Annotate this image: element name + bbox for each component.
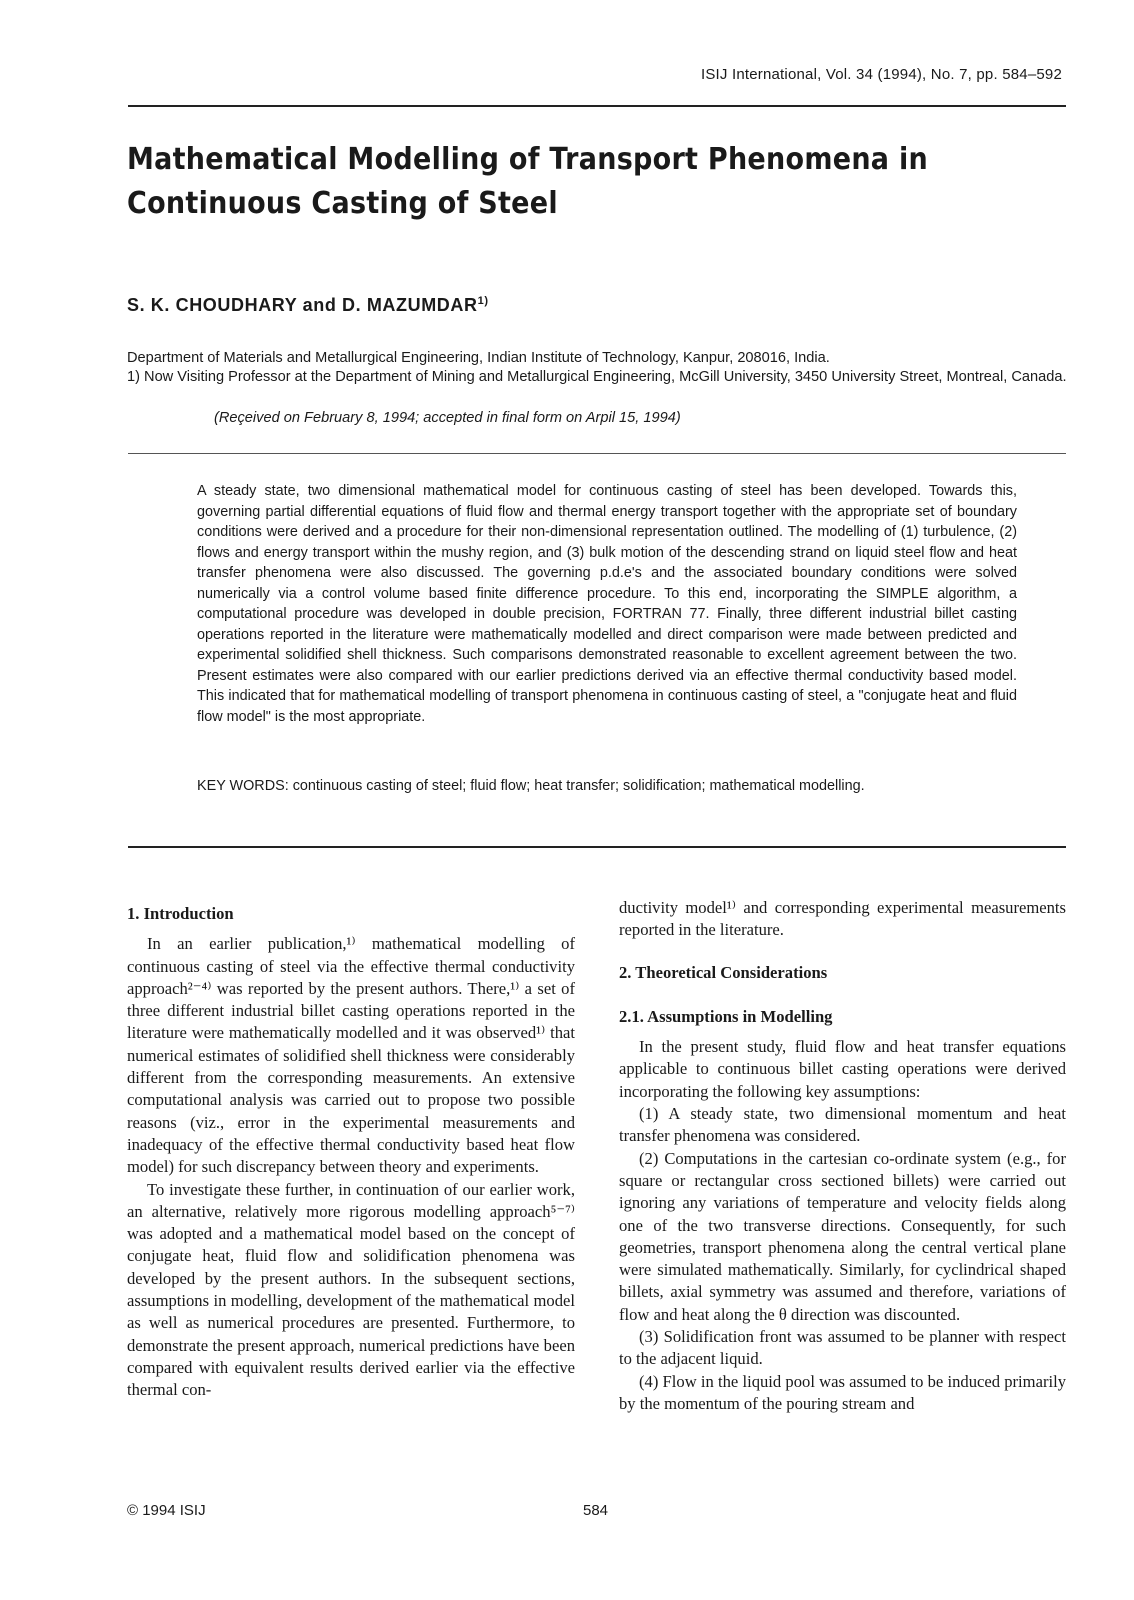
assumption-1: (1) A steady state, two dimensional momentum and heat transfer phenomena was considered. [619,1104,1066,1146]
received-dates: (Reçeived on February 8, 1994; accepted in final form on Arpil 15, 1994) [214,410,681,426]
continued-paragraph: ductivity model¹⁾ and corresponding experimental measurements reported in the literature. [619,898,1066,940]
keywords: KEY WORDS: continuous casting of steel; fluid flow; heat transfer; solidification; mathematical modelling. [197,778,865,794]
assumption-3: (3) Solidification front was assumed to be planner with respect to the adjacent liquid. [619,1327,1066,1369]
subsection-heading-assumptions: 2.1. Assumptions in Modelling [619,1006,833,1026]
left-column [127,903,575,1402]
author-names: S. K. CHOUDHARY and D. MAZUMDAR [127,295,478,315]
page-number: 584 [583,1502,609,1519]
journal-citation: ISIJ International, Vol. 34 (1994), No. 7, pp. 584–592 [700,66,1062,83]
abstract-top-rule [128,453,1066,454]
section-heading-introduction: 1. Introduction [127,904,234,923]
assumption-4: (4) Flow in the liquid pool was assumed to be induced primarily by the momentum of the pouring stream and [619,1371,1066,1413]
assumptions-intro: In the present study, fluid flow and heat transfer equations applicable to continuous billet casting operations were derived incorporating the following key assumptions: [619,1037,1066,1101]
affiliation-footnote: 1) Now Visiting Professor at the Department of Mining and Metallurgical Engineering, McGill University, 3450 University Street, Montreal, Canada. [127,369,1067,385]
section-heading-theoretical: 2. Theoretical Considerations [619,962,828,982]
affiliation-primary: Department of Materials and Metallurgical Engineering, Indian Institute of Technology, Kanpur, 208016, India. [127,350,830,366]
abstract-bottom-rule [128,846,1066,848]
paper-title: Mathematical Modelling of Transport Phenomena in Continuous Casting of Steel [127,142,928,221]
intro-paragraph-2: To investigate these further, in continuation of our earlier work, an alternative, relatively more rigorous modelling approach⁵⁻⁷⁾ was adopted and a mathematical model based on the concept of conjugate heat, fluid flow and solidification phenomena was developed by the present authors. In the subsequent sections, assumptions in modelling, development of the mathematical model as well as numerical procedures are presented. Furthermore, to demonstrate the present approach, numerical predictions have been compared with equivalent results derived earlier via the effective thermal con- [127,1179,575,1400]
footer-copyright: © 1994 ISIJ [127,1502,206,1519]
author-footnote-mark: 1) [477,295,489,307]
right-column [619,897,1066,1415]
abstract: A steady state, two dimensional mathematical model for continuous casting of steel has been developed. Towards this, governing partial differential equations of fluid flow and thermal energy transport together with the appropriate set of boundary conditions were derived and a procedure for their non-dimensional representation outlined. The modelling of (1) turbulence, (2) flows and energy transport within the mushy region, and (3) bulk motion of the descending strand on liquid steel flow and heat transfer phenomena were also discussed. The governing p.d.e's and the associated boundary conditions were solved numerically via a control volume based finite difference procedure. To this end, incorporating the SIMPLE algorithm, a computational procedure was developed in double precision, FORTRAN 77. Finally, three different industrial billet casting operations reported in the literature were mathematically modelled and direct comparison were made between predicted and experimental solidified shell thickness. Such comparisons demonstrated reasonable to excellent agreement between the two. Present estimates were also compared with our earlier predictions derived via an effective thermal conductivity based model. This indicated that for mathematical modelling of transport phenomena in continuous casting of steel, a "conjugate heat and fluid flow model" is the most appropriate. [197,483,1017,725]
authors [127,295,489,316]
affiliation [127,349,1087,387]
header-rule [128,105,1066,107]
intro-paragraph-1: In an earlier publication,¹⁾ mathematical modelling of continuous casting of steel via the effective thermal conductivity approach²⁻⁴⁾ was reported by the present authors. There,¹⁾ a set of three different industrial billet casting operations reported in the literature were mathematically modelled and it was observed¹⁾ that numerical estimates of solidified shell thickness were considerably different from the corresponding measurements. An extensive computational analysis was carried out to propose two possible reasons (viz., error in the experimental measurements and inadequacy of the effective thermal conductivity based heat flow model) for such discrepancy between theory and experiments. [127,934,575,1177]
assumption-2: (2) Computations in the cartesian co-ordinate system (e.g., for square or rectangular cross sectioned billets) were carried out ignoring any variations of temperature and velocity fields along one of the two transverse directions. Consequently, for such geometries, transport phenomena along the central vertical plane were simulated mathematically. Similarly, for cyclindrical shaped billets, axial symmetry was assumed and therefore, variations of flow and heat along the θ direction was discounted. [619,1148,1066,1324]
